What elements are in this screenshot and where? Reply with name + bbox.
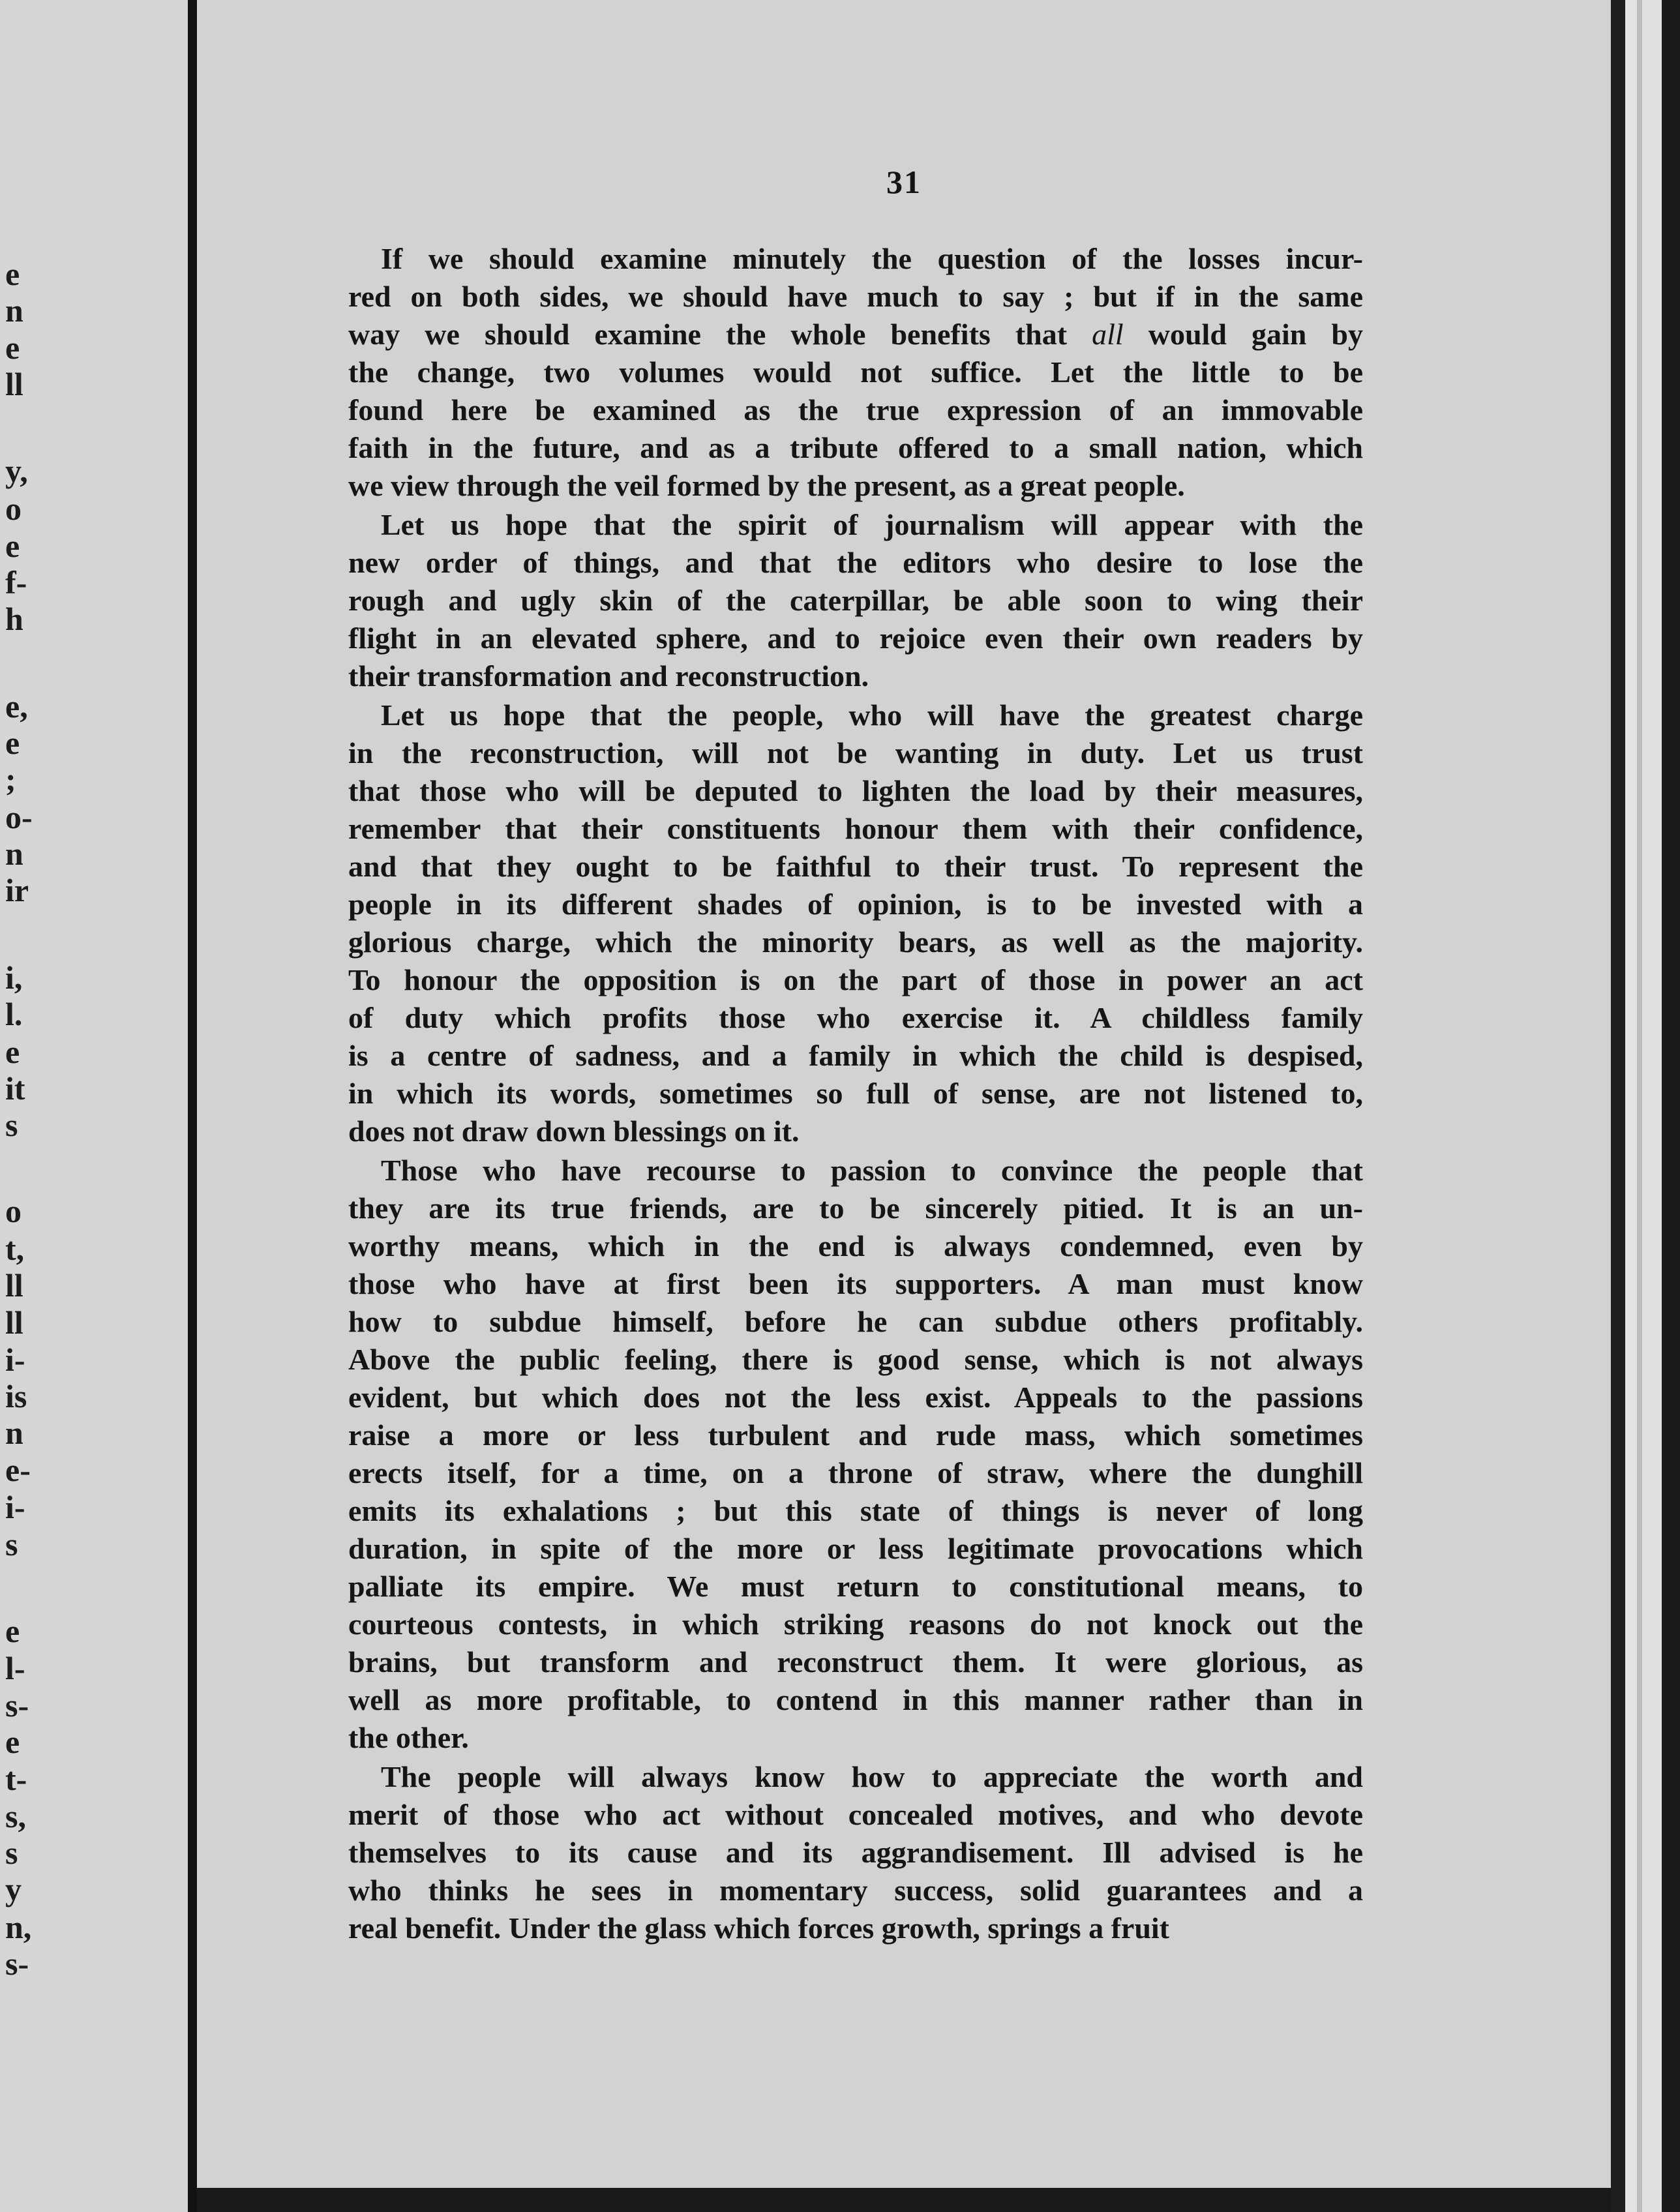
facing-page-fragment: e, xyxy=(5,688,28,725)
facing-page-fragment: s xyxy=(5,1834,18,1871)
text-line: those who have at first been its supporters. A man must know xyxy=(348,1267,1363,1300)
facing-page-fragment: n xyxy=(5,835,23,872)
text-line: Those who have recourse to passion to convince the people that xyxy=(381,1154,1363,1187)
text-line: found here be examined as the true expression of an immovable xyxy=(348,393,1363,426)
body-text xyxy=(348,240,1363,1947)
text-line: Above the public feeling, there is good sense, which is not always xyxy=(348,1343,1363,1376)
text-line: that those who will be deputed to lighten the load by their measures, xyxy=(348,774,1363,807)
text-line: duration, in spite of the more or less legitimate provocations which xyxy=(348,1532,1363,1565)
text-line: erects itself, for a time, on a throne of straw, where the dunghill xyxy=(348,1456,1363,1489)
page-number: 31 xyxy=(886,164,922,200)
facing-page-fragment: e xyxy=(5,1724,20,1760)
facing-page-fragment: o xyxy=(5,490,22,527)
text-line: faith in the future, and as a tribute offered to a small nation, which xyxy=(348,431,1363,464)
text-line: rough and ugly skin of the caterpillar, be able soon to wing their xyxy=(348,584,1363,617)
text-line: they are its true friends, are to be sincerely pitied. It is an un- xyxy=(348,1191,1363,1225)
emphasis: all xyxy=(1092,318,1124,351)
text-line: If we should examine minutely the question of the losses incur- xyxy=(381,242,1363,275)
facing-page-fragment: f- xyxy=(5,564,27,601)
text-line: does not draw down blessings on it. xyxy=(348,1114,800,1148)
facing-page-fragment: o- xyxy=(5,799,33,835)
facing-page-fragment: n, xyxy=(5,1909,32,1945)
text-line: we view through the veil formed by the present, as a great people. xyxy=(348,469,1185,502)
text-line: people in its different shades of opinion, is to be invested with a xyxy=(348,888,1363,921)
text-line: the other. xyxy=(348,1721,469,1754)
text-line: way we should examine the whole benefits that all would gain by xyxy=(348,318,1363,351)
facing-page-fragment: ll xyxy=(5,1304,23,1341)
text-line: flight in an elevated sphere, and to rejoice even their own readers by xyxy=(348,621,1363,655)
paragraph xyxy=(348,1152,1363,1757)
text-line: remember that their constituents honour them with their confidence, xyxy=(348,812,1363,845)
facing-page-fragment: s- xyxy=(5,1945,29,1982)
paragraph xyxy=(348,1758,1363,1947)
paragraph xyxy=(348,506,1363,695)
facing-page-fragment: s xyxy=(5,1107,18,1143)
page-bottom-shadow xyxy=(197,2188,1611,2212)
facing-page-fragment: n xyxy=(5,1414,23,1451)
facing-page-fragment: ir xyxy=(5,872,29,908)
text-line: their transformation and reconstruction. xyxy=(348,659,869,693)
facing-page-fragment: l. xyxy=(5,996,23,1032)
text-line: new order of things, and that the editors who desire to lose the xyxy=(348,546,1363,579)
text-line: evident, but which does not the less exist. Appeals to the passions xyxy=(348,1381,1363,1414)
text-line: of duty which profits those who exercise it. A childless family xyxy=(348,1001,1363,1034)
text-line: courteous contests, in which striking reasons do not knock out the xyxy=(348,1607,1363,1641)
facing-page-fragment: s- xyxy=(5,1687,29,1724)
text-line: Let us hope that the spirit of journalism will appear with the xyxy=(381,508,1363,541)
book-page xyxy=(197,0,1611,2212)
facing-page-fragment: ll xyxy=(5,366,23,402)
facing-page-fragment: e xyxy=(5,256,20,292)
text-line: real benefit. Under the glass which forces growth, springs a fruit xyxy=(348,1911,1170,1945)
facing-page-fragment: i, xyxy=(5,959,23,996)
facing-page-fragment: e xyxy=(5,1613,20,1649)
text-line: who thinks he sees in momentary success, solid guarantees and a xyxy=(348,1874,1363,1907)
facing-page-fragment: t, xyxy=(5,1231,25,1267)
facing-page-fragment: is xyxy=(5,1378,27,1414)
text-line: raise a more or less turbulent and rude mass, which sometimes xyxy=(348,1418,1363,1452)
text-line: merit of those who act without concealed motives, and who devote xyxy=(348,1798,1363,1831)
facing-page-fragment: ; xyxy=(5,761,16,798)
text-line: the change, two volumes would not suffice. Let the little to be xyxy=(348,355,1363,389)
facing-page-fragment: it xyxy=(5,1070,25,1107)
text-line: is a centre of sadness, and a family in which the child is despised, xyxy=(348,1039,1363,1072)
text-line: glorious charge, which the minority bears, as well as the majority. xyxy=(348,925,1363,959)
paragraph xyxy=(348,240,1363,505)
text-line: well as more profitable, to contend in this manner rather than in xyxy=(348,1683,1363,1716)
facing-page-fragment: e xyxy=(5,1034,20,1070)
text-line: worthy means, which in the end is always condemned, even by xyxy=(348,1229,1363,1263)
facing-page-fragment: t- xyxy=(5,1761,27,1797)
text-line: To honour the opposition is on the part of those in power an act xyxy=(348,963,1363,996)
paragraph xyxy=(348,696,1363,1150)
facing-page-fragment: i- xyxy=(5,1341,25,1378)
facing-page-fragment: y, xyxy=(5,453,28,489)
text-line: palliate its empire. We must return to constitutional means, to xyxy=(348,1570,1363,1603)
facing-page-fragment: s, xyxy=(5,1798,26,1834)
book-gutter xyxy=(188,0,197,2212)
facing-page-fragment: n xyxy=(5,292,23,329)
facing-page-fragment: e xyxy=(5,725,20,761)
facing-page-fragment: e xyxy=(5,528,20,564)
facing-page-edge xyxy=(0,0,188,2212)
text-line: in which its words, sometimes so full of sense, are not listened to, xyxy=(348,1077,1363,1110)
facing-page-fragment: i- xyxy=(5,1489,25,1525)
text-line: and that they ought to be faithful to their trust. To represent the xyxy=(348,850,1363,883)
text-line: in the reconstruction, will not be wanting in duty. Let us trust xyxy=(348,736,1363,770)
text-line: red on both sides, we should have much to say ; but if in the same xyxy=(348,280,1363,313)
text-line: brains, but transform and reconstruct them. It were glorious, as xyxy=(348,1645,1363,1679)
facing-page-fragment: l- xyxy=(5,1650,25,1686)
facing-page-fragment: e- xyxy=(5,1452,31,1488)
facing-page-fragment: e xyxy=(5,329,20,366)
text-line: The people will always know how to appreciate the worth and xyxy=(381,1760,1363,1793)
facing-page-fragment: h xyxy=(5,601,23,637)
text-line: emits its exhalations ; but this state of things is never of long xyxy=(348,1494,1363,1527)
text-line: themselves to its cause and its aggrandisement. Ill advised is he xyxy=(348,1836,1363,1869)
text-line: how to subdue himself, before he can subdue others profitably. xyxy=(348,1305,1363,1338)
facing-page-fragment: y xyxy=(5,1871,22,1907)
facing-page-fragment: ll xyxy=(5,1267,23,1304)
facing-page-fragment: o xyxy=(5,1193,22,1229)
text-line: Let us hope that the people, who will have the greatest charge xyxy=(381,698,1363,732)
facing-page-fragment: s xyxy=(5,1526,18,1562)
page-stack-edge xyxy=(1611,0,1680,2212)
